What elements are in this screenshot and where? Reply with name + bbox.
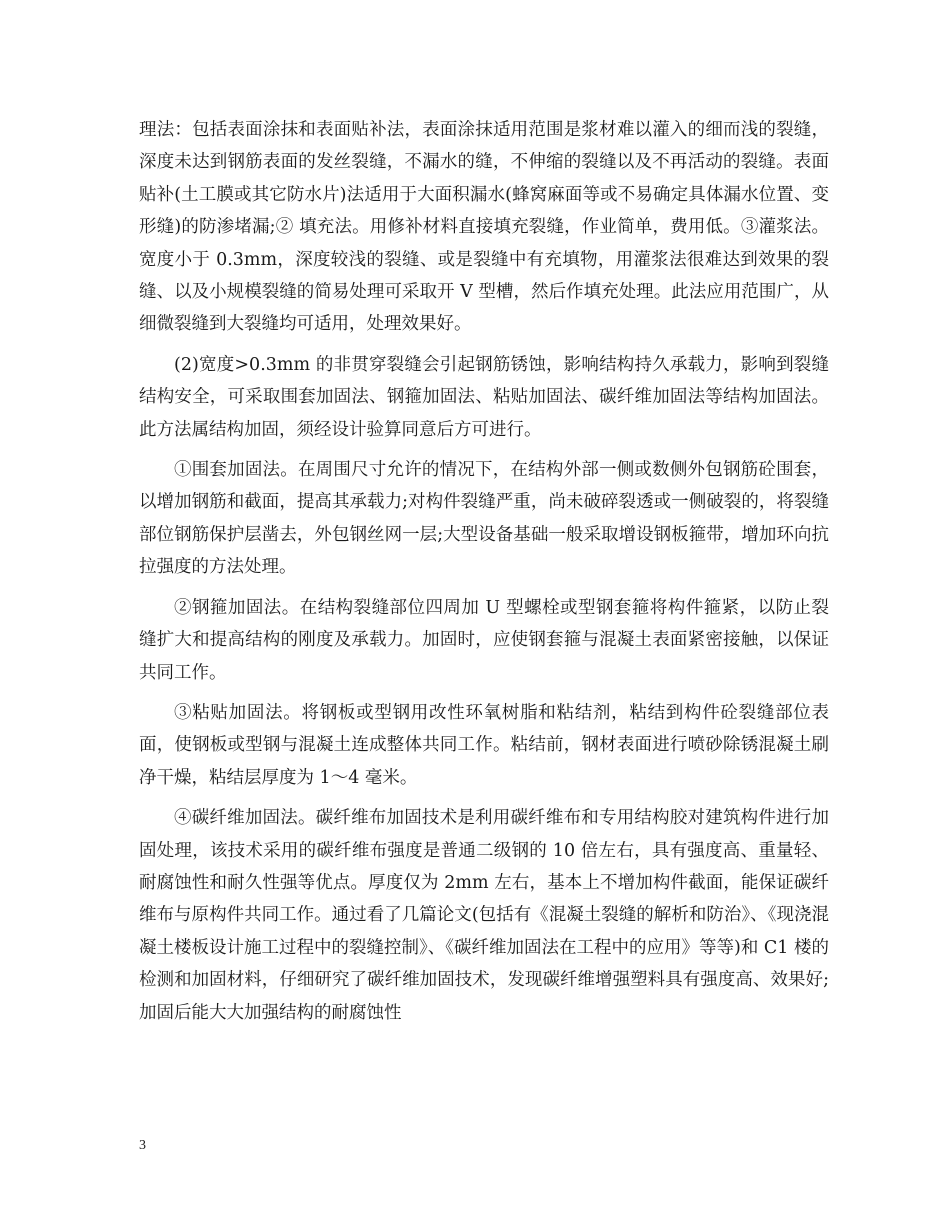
paragraph-non-through-cracks: (2)宽度>0.3mm 的非贯穿裂缝会引起钢筋锈蚀，影响结构持久承载力，影响到裂缝结构安全，可采取围套加固法、钢箍加固法、粘贴加固法、碳纤维加固法等结构加固法。此方法属结构加固，须经设计验算同意后方可进行。 [139, 354, 829, 440]
paragraph-jacketing-method: ①围套加固法。在周围尺寸允许的情况下，在结构外部一侧或数侧外包钢筋砼围套，以增加钢筋和截面，提高其承载力;对构件裂缝严重，尚未破碎裂透或一侧破裂的，将裂缝部位钢筋保护层凿去，外包钢丝网一层;大型设备基础一般采取增设钢板箍带，增加环向抗拉强度的方法处理。 [139, 460, 829, 578]
paragraph-steel-hoop-method: ②钢箍加固法。在结构裂缝部位四周加 U 型螺栓或型钢套箍将构件箍紧，以防止裂缝扩大和提高结构的刚度及承载力。加固时，应使钢套箍与混凝土表面紧密接触，以保证共同工作。 [139, 597, 829, 683]
paragraph-bonding-method: ③粘贴加固法。将钢板或型钢用改性环氧树脂和粘结剂，粘结到构件砼裂缝部位表面，使钢板或型钢与混凝土连成整体共同工作。粘结前，钢材表面进行喷砂除锈混凝土刷净干燥，粘结层厚度为 1～4 毫米。 [139, 702, 829, 788]
page-number: 3 [139, 1138, 146, 1153]
paragraph-carbon-fiber-method: ④碳纤维加固法。碳纤维布加固技术是利用碳纤维布和专用结构胶对建筑构件进行加固处理，该技术采用的碳纤维布强度是普通二级钢的 10 倍左右，具有强度高、重量轻、耐腐蚀性和耐久性强等优点。厚度仅为 2mm 左右，基本上不增加构件截面，能保证碳纤维布与原构件共同工作。通过看了几篇论文(包括有《混凝土裂缝的解析和防治》、《现浇混凝土楼板设计施工过程中的裂缝控制》、《碳纤维加固法在工程中的应用》等等)和 C1 楼的检测和加固材料，仔细研究了碳纤维加固技术，发现碳纤维增强塑料具有强度高、效果好;加固后能大大加强结构的耐腐蚀性 [139, 808, 829, 1023]
document-body [139, 114, 829, 1037]
paragraph-surface-treatment: 理法：包括表面涂抹和表面贴补法，表面涂抹适用范围是浆材难以灌入的细而浅的裂缝，深度未达到钢筋表面的发丝裂缝，不漏水的缝，不伸缩的裂缝以及不再活动的裂缝。表面贴补(土工膜或其它防水片)法适用于大面积漏水(蜂窝麻面等或不易确定具体漏水位置、变形缝)的防渗堵漏;② 填充法。用修补材料直接填充裂缝，作业简单，费用低。③灌浆法。宽度小于 0.3mm，深度较浅的裂缝、或是裂缝中有充填物，用灌浆法很难达到效果的裂缝、以及小规模裂缝的简易处理可采取开 V 型槽，然后作填充处理。此法应用范围广，从细微裂缝到大裂缝均可适用，处理效果好。 [139, 120, 829, 335]
